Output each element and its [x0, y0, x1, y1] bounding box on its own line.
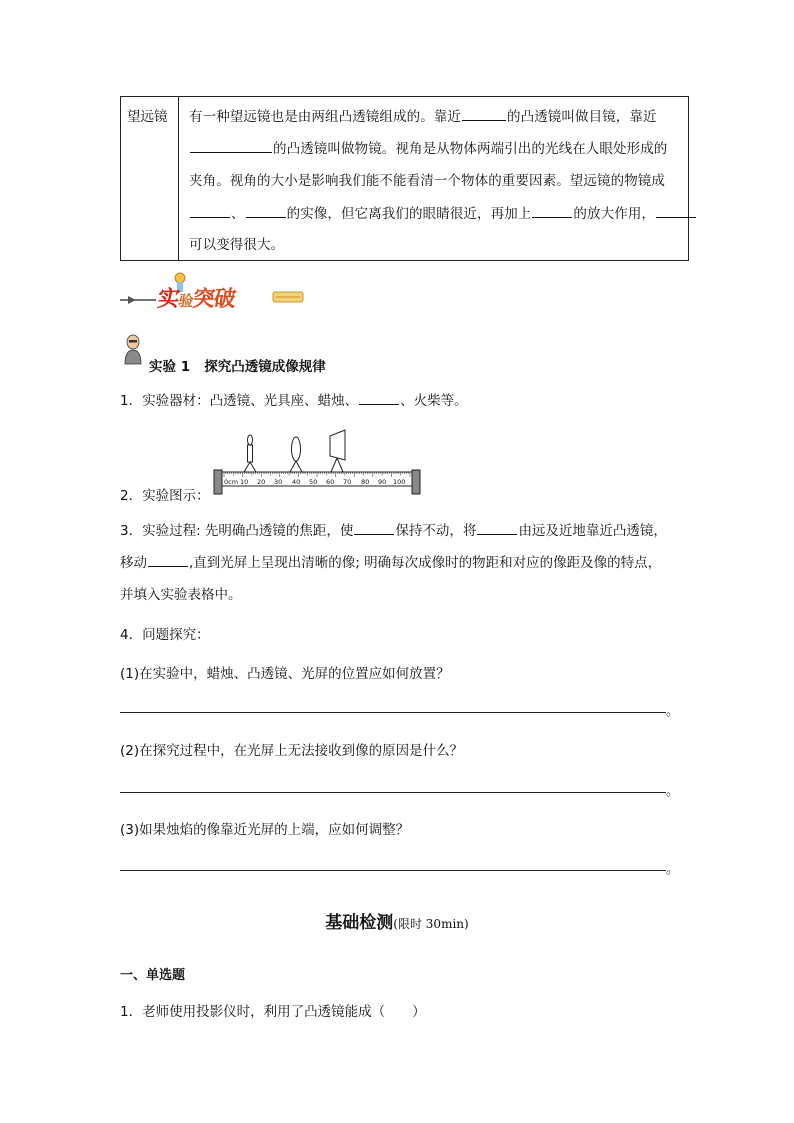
bench-right-support	[412, 470, 420, 494]
text-segment: 的凸透镜叫做目镜，靠近	[507, 109, 657, 125]
ruler-label: 70	[343, 478, 352, 486]
ruler-label: 90	[378, 478, 387, 486]
table-line-3	[189, 169, 665, 189]
convex-lens-icon	[290, 437, 302, 472]
item-2: 2．实验图示：	[120, 488, 210, 504]
text-segment: 的实像，但它离我们的眼睛很近，再加上	[286, 206, 532, 222]
question-type-heading: 一、单选题	[120, 968, 186, 983]
telescope-table	[120, 96, 689, 261]
table-line-4	[189, 202, 697, 222]
experiment-number: 实验 1	[149, 359, 191, 375]
ruler-label: 60	[326, 478, 335, 486]
table-row-label: 望远镜	[127, 109, 168, 125]
ruler-label: 10	[240, 478, 249, 486]
fill-blank[interactable]	[148, 553, 188, 567]
text-segment: 的凸透镜叫做物镜。视角是从物体两端引出的光线在人眼处形成的	[273, 141, 668, 157]
banner-title	[156, 282, 237, 313]
answer-line-2[interactable]	[120, 792, 666, 793]
ruler-label: 40	[292, 478, 301, 486]
answer-period: 。	[666, 784, 680, 799]
question-2: (2)在探究过程中，在光屏上无法接收到像的原因是什么？	[120, 743, 464, 759]
text-segment: 夹角。视角的大小是影响我们能不能看清一个物体的重要因素。望远镜的物镜成	[189, 173, 665, 189]
fill-blank[interactable]	[190, 204, 230, 218]
ruler-label: 30	[274, 478, 283, 486]
text-segment: 保持不动，将	[395, 523, 477, 539]
fill-blank[interactable]	[477, 521, 517, 535]
table-line-1	[189, 105, 657, 125]
section-title-time-limit: (限时 30min)	[393, 917, 469, 931]
ruler-label: 20	[257, 478, 266, 486]
answer-line-1[interactable]	[120, 712, 666, 713]
experiment-heading	[149, 355, 326, 375]
text-segment: 可以变得很大。	[189, 237, 285, 253]
fill-blank[interactable]	[354, 521, 394, 535]
optical-bench-diagram	[212, 426, 426, 496]
fill-blank[interactable]	[532, 204, 572, 218]
item-3-line-2	[120, 551, 661, 571]
bench-left-support	[214, 470, 222, 494]
section-title	[0, 908, 794, 933]
ruler-label: 50	[309, 478, 318, 486]
text-segment: 、火柴等。	[400, 393, 468, 409]
text-segment: 由远及近地靠近凸透镜，	[518, 523, 667, 539]
section-title-main: 基础检测	[325, 913, 394, 933]
table-column-divider	[178, 97, 179, 260]
text-segment: 、	[231, 206, 245, 222]
experiment-title: 探究凸透镜成像规律	[204, 359, 326, 375]
fill-blank[interactable]	[246, 204, 286, 218]
item-3-line-1	[120, 519, 667, 539]
text-segment: 的放大作用，	[573, 206, 656, 222]
fill-blank[interactable]	[359, 391, 399, 405]
text-segment: 1．实验器材：凸透镜、光具座、蜡烛、	[120, 393, 359, 409]
answer-line-3[interactable]	[120, 870, 666, 871]
answer-period: 。	[666, 704, 680, 719]
item-1	[120, 389, 468, 409]
single-choice-question-1: 1．老师使用投影仪时，利用了凸透镜能成（ ）	[120, 1004, 426, 1020]
banner-char: 验	[177, 292, 194, 310]
item-3-line-3: 并填入实验表格中。	[120, 587, 242, 603]
fill-blank[interactable]	[656, 204, 696, 218]
table-line-5	[189, 233, 284, 253]
text-segment: 移动	[120, 555, 147, 571]
table-line-2	[189, 137, 667, 157]
text-segment: 3．实验过程: 先明确凸透镜的焦距，使	[120, 523, 354, 539]
fill-blank[interactable]	[190, 139, 272, 153]
ruler-label: 80	[361, 478, 370, 486]
banner-char: 突破	[190, 286, 237, 312]
candle-icon	[244, 435, 256, 472]
question-3: (3)如果烛焰的像靠近光屏的上端，应如何调整？	[120, 822, 410, 838]
fill-blank[interactable]	[462, 107, 506, 121]
banner-char: 实	[155, 286, 181, 312]
item-4: 4．问题探究：	[120, 627, 210, 643]
text-segment: ,直到光屏上呈现出清晰的像; 明确每次成像时的物距和对应的像距及像的特点，	[189, 555, 662, 571]
question-1: (1)在实验中，蜡烛、凸透镜、光屏的位置应如何放置？	[120, 666, 450, 682]
answer-period: 。	[666, 862, 680, 877]
ruler-label: 0cm	[224, 478, 239, 486]
teacher-icon	[122, 334, 144, 366]
ruler-label: 100	[393, 478, 406, 486]
text-segment: 有一种望远镜也是由两组凸透镜组成的。靠近	[189, 109, 461, 125]
light-screen-icon	[330, 430, 345, 472]
